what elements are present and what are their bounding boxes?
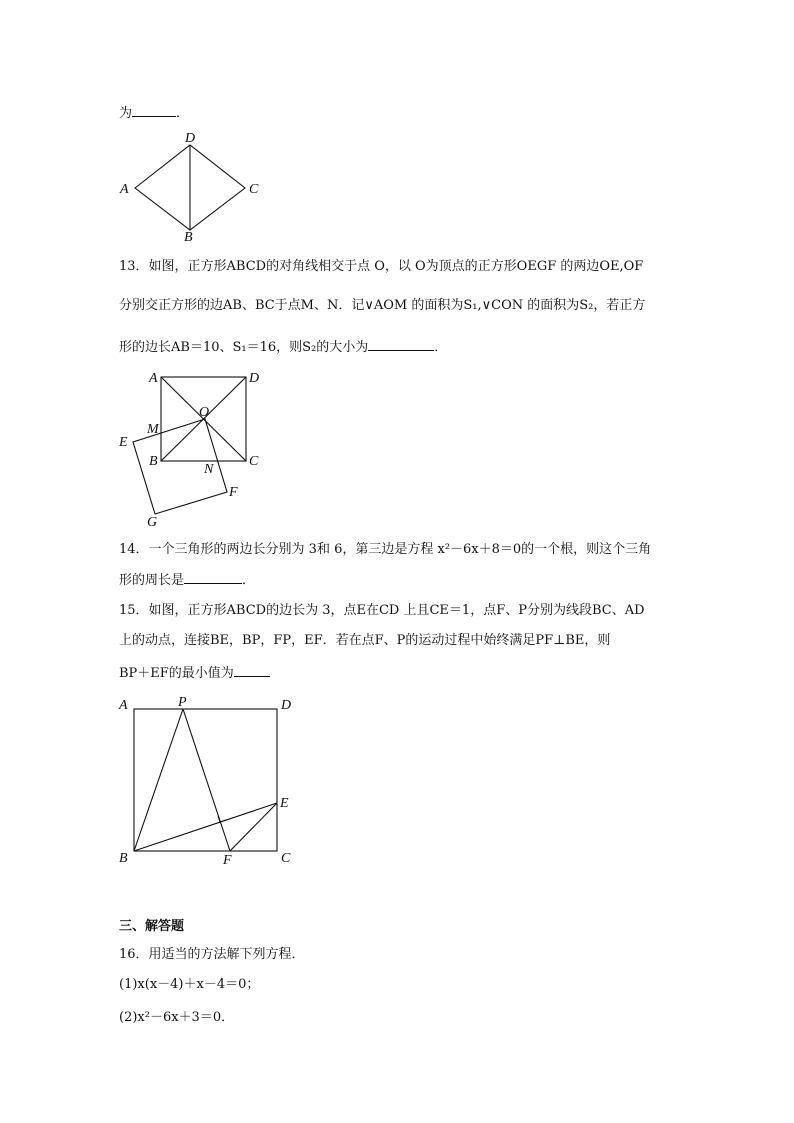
q15-line3 (119, 664, 270, 683)
rhombus-figure (115, 133, 275, 243)
segment-ef (230, 803, 277, 851)
q14-line1: 14．一个三角形的两边长分别为 3和 6，第三边是方程 x²－6x＋8＝0的一个根，则这个三角 (119, 542, 652, 557)
label-C: C (249, 182, 259, 197)
label-E: E (280, 796, 289, 811)
label-A: A (149, 371, 158, 386)
q14-line2-text: 形的周长是 (119, 573, 185, 588)
answer-blank (368, 338, 434, 351)
q13-line3-text: 形的边长AB＝10、S₁＝16，则S₂的大小为 (119, 340, 369, 355)
q15-line1: 15．如图，正方形ABCD的边长为 3，点E在CD 上且CE＝1，点F、P分别为线段BC、AD (119, 603, 645, 618)
q14-line2 (119, 571, 255, 590)
q15-line2: 上的动点，连接BE，BP，FP，EF．若在点F、P的运动过程中始终满足PF⊥BE，则 (119, 633, 611, 648)
answer-blank (184, 571, 242, 584)
answer-blank (234, 664, 270, 677)
label-A: A (119, 698, 128, 713)
label-C: C (249, 454, 259, 469)
prev-end: ． (176, 106, 190, 121)
q16-stem: 16．用适当的方法解下列方程． (119, 947, 305, 962)
q13-end: ． (434, 340, 448, 355)
q15-line3-text: BP＋EF的最小值为 (119, 666, 234, 681)
label-F: F (229, 485, 238, 500)
q16-equation-2: (2)x²－6x＋3＝0． (119, 1010, 235, 1025)
segment-be (134, 803, 277, 851)
prev-answer-line (119, 104, 189, 123)
segment-pf (183, 709, 230, 851)
q13-line1: 13．如图，正方形ABCD的对角线相交于点 O，以 O为顶点的正方形OEGF 的两边OE,OF (119, 259, 644, 274)
section-heading: 三、解答题 (119, 919, 185, 934)
label-E: E (119, 435, 128, 450)
label-B: B (119, 851, 128, 866)
square-abcd (134, 709, 277, 851)
label-F: F (223, 853, 232, 868)
label-P: P (178, 695, 187, 710)
label-A: A (120, 182, 129, 197)
label-G: G (147, 515, 158, 530)
q15-figure (115, 692, 305, 870)
q13-figure (115, 366, 275, 531)
label-B: B (184, 230, 193, 245)
label-O: O (199, 405, 210, 420)
label-D: D (249, 371, 260, 386)
label-D: D (281, 698, 292, 713)
label-C: C (281, 851, 291, 866)
label-B: B (149, 454, 158, 469)
q16-equation-1: (1)x(x－4)＋x－4＝0； (119, 977, 260, 992)
segment-bp (134, 709, 183, 851)
label-N: N (204, 462, 214, 477)
label-M: M (147, 422, 159, 437)
answer-blank (132, 104, 176, 117)
q13-line3 (119, 338, 447, 357)
q14-end: ． (242, 573, 256, 588)
q13-line2: 分别交正方形的边AB、BC于点M、N．记∨AOM 的面积为S₁,∨CON 的面积为S₂，若正方 (119, 298, 646, 313)
prev-text: 为 (119, 106, 133, 121)
label-D: D (185, 131, 196, 146)
